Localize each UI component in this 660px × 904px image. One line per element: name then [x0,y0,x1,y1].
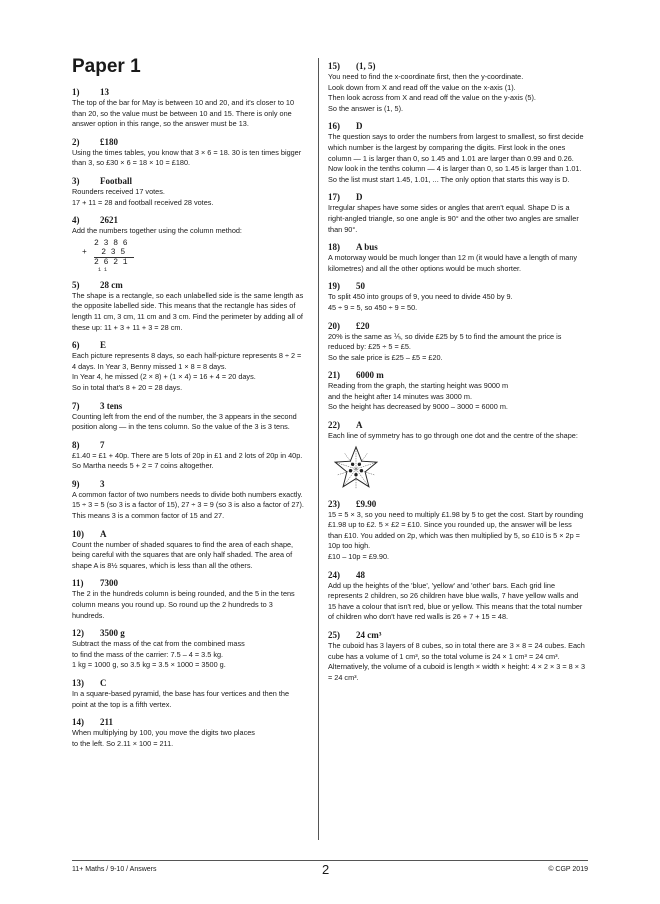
question-number: 12) [72,628,84,639]
question-number: 14) [72,717,84,728]
question-number: 4) [72,215,80,226]
explanation-line: £1.40 = £1 + 40p. There are 5 lots of 20p in £1 and 2 lots of 20p in 40p. So Martha needs 5 + 2 = 7 coins altogether. [72,450,303,471]
explanation-line: Counting left from the end of the number, the 3 appears in the second position along — in the tens column. So the value of the 3 is 3 tens. [72,411,297,432]
answer-item [328,629,586,683]
explanation-line: Irregular shapes have some sides or angles that aren't equal. Shape D is a right-angled triangle, so one angle is 90° and the other two angles are smaller than 90°. [328,203,579,234]
answer-heading [328,280,586,292]
column-divider [318,58,319,840]
answer-item [72,677,306,710]
question-number: 18) [328,242,340,253]
explanation-line: The question says to order the numbers from largest to smallest, so first decide which number is the largest by comparing the digits. First look in the ones column — 1 is larger than 0, so 1.45 and 1.01 are larger than 0.99 and 0.26. Now look in the tenths column — 4 is larger than 0, so 1.45 is larger than 1.01. [328,132,584,174]
question-number: 24) [328,569,340,580]
question-number: 5) [72,279,80,290]
question-number: 6) [72,340,80,351]
question-number: 23) [328,498,340,509]
explanation-line: So the sale price is £25 – £5 = £20. [328,352,443,362]
answer-value: 28 cm [100,279,123,290]
answer-value: 3500 g [100,628,125,639]
answer-value: 3 [100,478,105,489]
answer-item [72,478,306,522]
answer-heading [72,86,306,98]
answer-heading [72,439,306,451]
answer-item [72,577,306,621]
answer-heading [72,677,306,689]
answer-value: 24 cm³ [356,630,382,640]
answer-explanation [72,451,306,472]
explanation-line: Each picture represents 8 days, so each half-picture represents 8 ÷ 2 = 4 days. In Year 3, Benny missed 1 × 8 = 8 days. [72,351,302,371]
answer-item [328,120,586,185]
explanation-line: Count the number of shaded squares to find the area of each shape, being careful with the squares that are only half shaded. The area of shape A is 8½ squares, which is less than all the others. [72,539,294,570]
answer-item [328,320,586,364]
answer-heading [328,569,586,581]
sum-total: 2 6 2 1 [94,257,128,267]
answer-value: Football [100,175,133,186]
question-number: 25) [328,630,340,640]
question-number: 2) [72,136,80,147]
answer-item [72,400,306,433]
column-addition [82,239,306,273]
answer-item [72,136,306,169]
star-dot [354,473,357,476]
answer-value: £20 [356,320,370,331]
answer-heading [328,369,586,381]
answer-item [328,369,586,413]
answer-explanation [72,412,306,433]
answer-heading [328,120,586,132]
explanation-line: Rounders received 17 votes. [72,186,165,196]
explanation-line: The shape is a rectangle, so each unlabelled side is the same length as the opposite labelled side. This means that the rectangle has sides of length 11 cm, 3 cm, 11 cm and 3 cm. Find the perimeter by adding all of these up: 11 + 3 + 11 + 3 = 28 cm. [72,290,304,332]
question-number: 1) [72,87,80,97]
explanation-line: to the left. So 2.11 × 100 = 211. [72,738,174,748]
answer-explanation [328,203,586,235]
answer-heading [328,241,586,253]
answer-explanation [72,226,306,237]
explanation-line: to find the mass of the carrier: 7.5 – 4 = 3.5 kg. [72,649,224,659]
footer-left: 11+ Maths / 9-10 / Answers [72,866,157,873]
symmetry-line [338,462,377,475]
addend-2: + 2 3 5 [82,247,126,257]
explanation-line: 20% is the same as ⅕, so divide £25 by 5 to find the amount the price is reduced by: £25 ÷ 5 = £5. [328,331,562,352]
answer-heading [72,214,306,226]
footer-rule [72,860,588,861]
answer-explanation [72,187,306,208]
answer-value: 211 [100,717,114,728]
star-dot [351,462,354,465]
answer-heading [72,136,306,148]
explanation-line: 15 = 5 × 3, so you need to multiply £1.98 by 5 to get the cost. Start by rounding £1.98 up to £2. 5 × £2 = £10. Since you rounded up, the answer will be less than £10. You added on 2p, which was then multiplied by 5, so £10 is 5 × 2p = 10p too high. [328,509,584,551]
explanation-line: To split 450 into groups of 9, you need to divide 450 by 9. [328,292,513,302]
answer-explanation [72,728,306,749]
question-number: 20) [328,320,340,331]
question-number: 7) [72,400,80,411]
answer-explanation [328,332,586,364]
explanation-line: So the height has decreased by 9000 – 3000 = 6000 m. [328,402,508,412]
question-number: 17) [328,192,340,203]
page-title: Paper 1 [72,56,141,77]
answer-value: 7300 [100,578,118,589]
explanation-line: Add up the heights of the 'blue', 'yellow' and 'other' bars. Each grid line represents 2 children, so 26 children have blue walls, 7 have yellow walls and 15 have a colour that isn't red, blue or yellow. This means that the total number of children who don't have red walls is 26 + 7 + 15 = 48. [328,580,583,622]
answer-value: 13 [100,87,109,97]
answer-item [328,241,586,274]
explanation-line: £10 – 10p = £9.90. [328,552,390,562]
answer-explanation [328,431,586,442]
answer-item [72,627,306,671]
explanation-line: So in total that's 8 + 20 = 28 days. [72,382,183,392]
explanation-line: Reading from the graph, the starting height was 9000 m [328,381,509,391]
star-dot [349,469,352,472]
answer-item [72,528,306,572]
answer-value: 7 [100,439,105,450]
answer-value: 3 tens [100,400,123,411]
answer-heading [72,279,306,291]
question-number: 11) [72,578,84,589]
page-number: 2 [322,862,330,877]
answer-heading [72,339,306,351]
explanation-line: A motorway would be much longer than 12 m (it would have a length of many kilometres) and all the other options would be much shorter. [328,253,578,273]
explanation-line: Then look across from X and read off the value on the y-axis (5). [328,93,536,103]
explanation-line: 17 + 11 = 28 and football received 28 votes. [72,197,214,207]
explanation-line: The top of the bar for May is between 10 and 20, and it's closer to 10 than 20, so the value must be between 10 and 15. There is only one answer option in this range, so the answer must be 13. [72,98,295,129]
answer-explanation [328,132,586,185]
answer-item [72,175,306,208]
explanation-line: 1 kg = 1000 g, so 3.5 kg = 3.5 × 1000 = 3500 g. [72,660,226,670]
answer-explanation [72,689,306,710]
question-number: 9) [72,478,80,489]
answer-value: D [356,192,363,203]
question-number: 22) [328,420,340,431]
symmetry-line [335,462,374,475]
answer-value: C [100,678,107,688]
answer-item [72,279,306,333]
answer-item [72,214,306,273]
symmetry-line [343,453,367,486]
answer-heading [328,419,586,431]
explanation-line: When multiplying by 100, you move the digits two places [72,728,255,738]
answer-explanation [72,291,306,333]
explanation-line: Using the times tables, you know that 3 × 6 = 18. 30 is ten times bigger than 3, so £30 × 6 = 18 × 10 = £180. [72,147,302,168]
answer-explanation [328,381,586,413]
answer-heading [72,716,306,728]
answer-explanation [72,351,306,393]
answer-explanation [72,639,306,671]
answer-value: A bus [356,242,378,253]
answer-value: 2621 [100,215,118,226]
star-symmetry-figure [332,444,380,492]
answer-value: (1, 5) [356,61,376,71]
answer-explanation [328,292,586,313]
explanation-line: 45 ÷ 9 = 5, so 450 ÷ 9 = 50. [328,302,418,312]
answer-value: A [356,420,363,431]
answer-value: 50 [356,281,365,292]
answer-value: £180 [100,136,118,147]
explanation-line: Each line of symmetry has to go through one dot and the centre of the shape: [328,431,578,441]
answer-heading [328,191,586,203]
question-number: 10) [72,528,84,539]
explanation-line: Add the numbers together using the column method: [72,226,242,236]
answer-heading [328,60,586,72]
answer-item [328,569,586,623]
answer-explanation [72,98,306,130]
answer-explanation [328,581,586,623]
answer-heading [72,400,306,412]
answer-heading [72,577,306,589]
answer-heading [328,498,586,510]
answer-explanation [72,589,306,621]
question-number: 21) [328,370,340,381]
explanation-line: In Year 4, he missed (2 × 8) + (1 × 4) = 16 + 4 = 20 days. [72,372,256,382]
answer-explanation [72,490,306,522]
right-column [328,60,586,689]
answer-item [328,60,586,114]
answer-item [72,439,306,472]
answer-item [328,280,586,313]
answer-value: 48 [356,569,365,580]
explanation-line: and the height after 14 minutes was 3000 m. [328,391,472,401]
answer-heading [72,627,306,639]
question-number: 19) [328,281,340,292]
answer-heading [328,629,586,641]
addend-1: 2 3 8 6 [94,238,128,248]
answer-explanation [328,72,586,114]
explanation-line: The cuboid has 3 layers of 8 cubes, so in total there are 3 × 8 = 24 cubes. Each cube has a volume of 1 cm³, so the total volume is 24 × 1 cm³ = 24 cm³. Alternatively, the volume of a cuboid is length × width × height: 4 × 2 × 3 = 8 × 3 = 24 cm³. [328,641,586,682]
explanation-line: Subtract the mass of the cat from the combined mass [72,639,245,649]
answer-value: E [100,340,107,351]
explanation-line: Look down from X and read off the value on the x-axis (1). [328,82,516,92]
explanation-line: So the list must start 1.45, 1.01, ... The only option that starts this way is D. [328,174,570,184]
carry-digits: 1 1 [98,266,108,273]
answer-item [328,191,586,235]
explanation-line: In a square-based pyramid, the base has four vertices and then the point at the top is a fifth vertex. [72,689,290,709]
footer-right: © CGP 2019 [548,866,588,873]
explanation-line: You need to find the x-coordinate first, then the y-coordinate. [328,72,524,81]
answer-explanation [328,510,586,563]
answer-heading [72,175,306,187]
left-column [72,86,306,755]
answer-item [328,419,586,492]
symmetry-line [345,453,369,486]
answer-item [328,498,586,563]
answer-value: D [356,121,363,132]
answer-item [72,716,306,749]
question-number: 13) [72,678,84,688]
answer-explanation [72,148,306,169]
answer-heading [72,478,306,490]
answer-explanation [328,253,586,274]
explanation-line: The 2 in the hundreds column is being rounded, and the 5 in the tens column means you round up. So round up the 2 hundreds to 3 hundreds. [72,589,295,620]
explanation-line: So the answer is (1, 5). [328,103,404,113]
answer-value: £9.90 [356,498,377,509]
answer-heading [328,320,586,332]
question-number: 15) [328,61,340,71]
answer-explanation [328,641,586,683]
answer-heading [72,528,306,540]
question-number: 16) [328,121,340,132]
answer-value: 6000 m [356,370,384,381]
question-number: 8) [72,439,80,450]
answer-explanation [72,540,306,572]
answer-value: A [100,528,107,539]
explanation-line: A common factor of two numbers needs to divide both numbers exactly. 15 ÷ 3 = 5 (so 3 is a factor of 15), 27 ÷ 3 = 9 (so 3 is also a factor of 27). This means 3 is a common factor of 15 and 27. [72,489,304,521]
answer-item [72,86,306,130]
question-number: 3) [72,175,80,186]
answer-item [72,339,306,393]
